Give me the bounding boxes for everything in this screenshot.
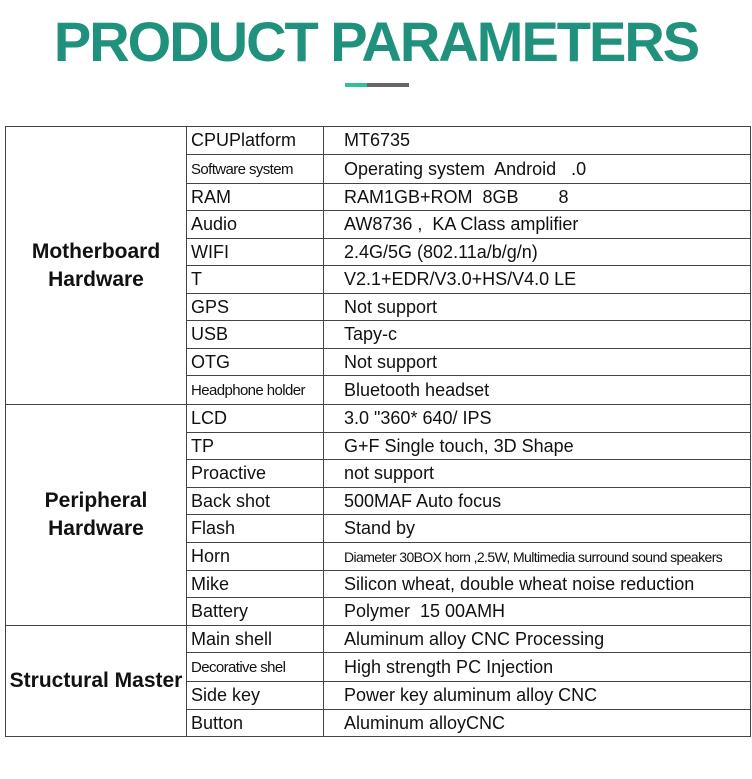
param-value — [324, 460, 751, 488]
param-value — [324, 266, 751, 294]
param-value — [324, 211, 751, 239]
param-value-text: Aluminum alloyCNC — [344, 712, 506, 733]
param-name-text: Headphone holder — [191, 382, 305, 399]
section-label: Motherboard Hardware — [6, 127, 187, 405]
param-name — [187, 709, 324, 737]
param-value-text: Not support — [344, 351, 438, 372]
param-value — [324, 570, 751, 598]
param-name-text: Mike — [191, 573, 230, 594]
param-value-text: not support — [344, 463, 435, 484]
param-name — [187, 487, 324, 515]
section-label: Peripheral Hardware — [6, 405, 187, 626]
param-value — [324, 183, 751, 211]
param-value-text: Diameter 30BOX horn ,2.5W, Multimedia surround sound speakers — [344, 548, 723, 565]
param-value — [324, 653, 751, 682]
table-row — [6, 405, 751, 433]
param-name — [187, 266, 324, 294]
param-value — [324, 682, 751, 710]
param-name-text: USB — [191, 324, 229, 345]
param-name-text: Main shell — [191, 628, 273, 649]
param-value-text: Silicon wheat, double wheat noise reduction — [344, 573, 695, 594]
param-name — [187, 515, 324, 543]
param-name — [187, 405, 324, 433]
param-value — [324, 432, 751, 460]
param-name-text: RAM — [191, 186, 231, 207]
table-row — [6, 127, 751, 155]
param-name — [187, 154, 324, 183]
param-value-text: Polymer 15 00AMH — [344, 601, 506, 622]
param-name-text: OTG — [191, 351, 230, 372]
param-name — [187, 211, 324, 239]
param-value-text: Stand by — [344, 518, 416, 539]
param-value — [324, 348, 751, 376]
param-value — [324, 127, 751, 155]
param-value-text: 3.0 "360* 640/ IPS — [344, 408, 492, 429]
param-value — [324, 321, 751, 349]
param-name — [187, 183, 324, 211]
param-name — [187, 625, 324, 653]
title-underline — [345, 83, 409, 87]
param-name-text: Proactive — [191, 463, 267, 484]
param-name — [187, 653, 324, 682]
param-value — [324, 238, 751, 266]
param-value-text: RAM1GB+ROM 8GB 8 — [344, 186, 569, 207]
param-value-text: 500MAF Auto focus — [344, 490, 502, 511]
param-value — [324, 625, 751, 653]
param-value-text: Aluminum alloy CNC Processing — [344, 628, 605, 649]
param-name-text: CPUPlatform — [191, 130, 297, 151]
param-name-text: TP — [191, 435, 215, 456]
param-name — [187, 598, 324, 626]
param-value — [324, 376, 751, 405]
param-name-text: T — [191, 269, 202, 290]
param-value-text: High strength PC Injection — [344, 657, 554, 677]
param-name-text: Button — [191, 712, 244, 733]
page-title: PRODUCT PARAMETERS — [53, 10, 699, 73]
param-name-text: Back shot — [191, 490, 271, 511]
param-name — [187, 432, 324, 460]
param-name — [187, 542, 324, 570]
param-name — [187, 348, 324, 376]
param-value — [324, 405, 751, 433]
param-value-text: Bluetooth headset — [344, 380, 490, 400]
param-value — [324, 598, 751, 626]
param-value — [324, 293, 751, 321]
param-value — [324, 709, 751, 737]
param-value-text: MT6735 — [344, 130, 411, 151]
param-name — [187, 682, 324, 710]
param-name — [187, 376, 324, 405]
param-value-text: V2.1+EDR/V3.0+HS/V4.0 LE — [344, 269, 577, 290]
param-name-text: Software system — [191, 160, 293, 178]
param-name-text: Horn — [191, 546, 231, 566]
param-name — [187, 238, 324, 266]
param-name — [187, 293, 324, 321]
parameters-table — [5, 126, 751, 737]
section-label: Structural Master — [6, 625, 187, 737]
param-value-text: 2.4G/5G (802.11a/b/g/n) — [344, 241, 538, 262]
param-value-text: Not support — [344, 296, 438, 317]
param-value — [324, 154, 751, 183]
param-value — [324, 515, 751, 543]
param-name-text: Side key — [191, 685, 261, 706]
param-name-text: Decorative shel — [191, 659, 286, 676]
param-value-text: Power key aluminum alloy CNC — [344, 685, 598, 706]
table-row — [6, 625, 751, 653]
param-name-text: Flash — [191, 518, 236, 539]
param-name — [187, 460, 324, 488]
param-name-text: WIFI — [191, 241, 229, 262]
param-value — [324, 487, 751, 515]
param-name — [187, 321, 324, 349]
param-name — [187, 127, 324, 155]
param-value-text: AW8736 , KA Class amplifier — [344, 214, 579, 235]
param-value-text: Operating system Android .0 — [344, 158, 587, 179]
param-name-text: GPS — [191, 296, 230, 317]
param-value-text: Tapy-c — [344, 324, 398, 345]
param-name-text: LCD — [191, 408, 228, 429]
param-value — [324, 542, 751, 570]
param-name-text: Battery — [191, 601, 249, 622]
param-name-text: Audio — [191, 214, 238, 235]
param-value-text: G+F Single touch, 3D Shape — [344, 435, 574, 456]
param-name — [187, 570, 324, 598]
